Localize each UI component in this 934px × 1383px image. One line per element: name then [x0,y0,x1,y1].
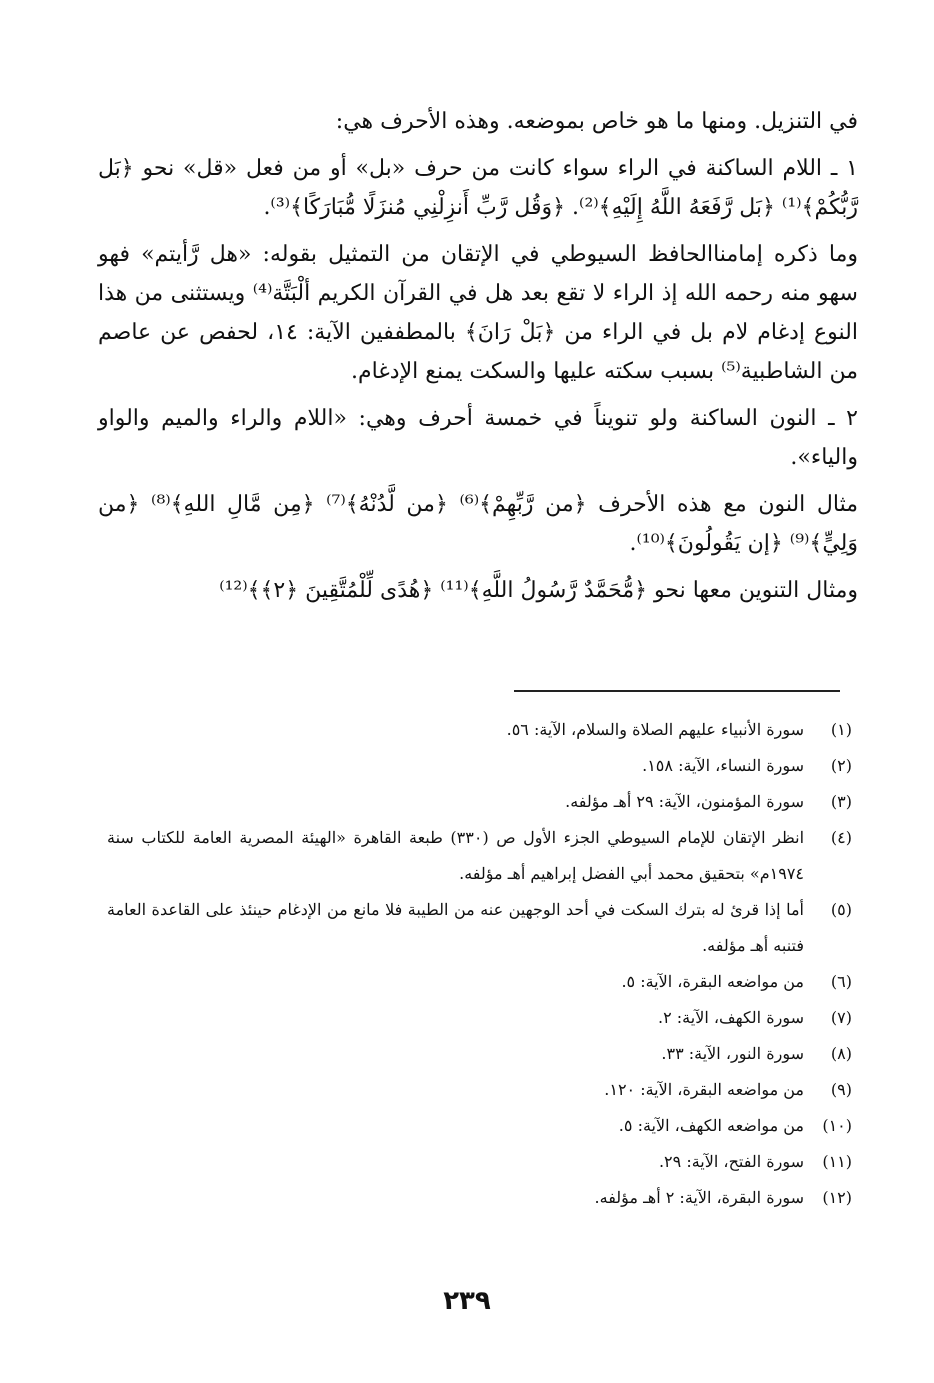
page-number: ٢٣٩ [443,1286,491,1316]
footnote-text: من مواضعه البقرة، الآية: ١٢٠. [604,1080,804,1099]
footnote [107,964,852,1000]
footnote-number: (١١) [822,1152,852,1171]
footnote-number: (١٢) [822,1188,852,1207]
footnote-number: (٣) [830,792,852,811]
footnote-number: (٢) [830,756,852,775]
footnote-number: (١٠) [822,1116,852,1135]
footnote [107,892,852,964]
footnote-text: سورة النساء، الآية: ١٥٨. [642,756,804,775]
paragraph-tanween-examples: ومثال التنوين معها نحو ﴿مُّحَمَّدٌ رَّسُولُ اللَّهِ﴾⁽¹¹⁾ ﴿هُدًى لِّلْمُتَّقِينَ ﴿٢﴾﴾⁽¹²⁾ [219,578,858,603]
paragraph-lam-sakina: ١ ـ اللام الساكنة في الراء سواء كانت من حرف «بل» أو من فعل «قل» نحو ﴿بَل رَّبُّكُمْ﴾⁽¹⁾ ﴿بَل رَّفَعَهُ اللَّهُ إِلَيْهِ﴾⁽²⁾. ﴿وَقُل رَّبِّ أَنزِلْنِي مُنزَلًا مُّبَارَكًا﴾⁽³⁾. [98,156,858,220]
footnote-number: (٨) [830,1044,852,1063]
footnote-number: (٦) [830,972,852,991]
footnote-text: سورة المؤمنون، الآية: ٢٩ أهـ مؤلفه. [565,792,804,811]
footnote-text: سورة النور، الآية: ٣٣. [661,1044,804,1063]
footnote [107,1072,852,1108]
footnotes [107,712,852,1216]
footnote-text: سورة البقرة، الآية: ٢ أهـ مؤلفه. [594,1188,804,1207]
footnote [107,712,852,748]
footnote [107,1036,852,1072]
footnote [107,1144,852,1180]
footnote-number: (٥) [830,900,852,919]
paragraph-nun-examples: مثال النون مع هذه الأحرف ﴿من رَّبِّهِمْ﴾⁽⁶⁾ ﴿من لَّدُنْهُ﴾⁽⁷⁾ ﴿مِن مَّالِ اللهِ﴾⁽⁸⁾ ﴿من وَلِيٍّ﴾⁽⁹⁾ ﴿إن يَقُولُونَ﴾⁽¹⁰⁾. [98,492,858,556]
footnote-number: (٧) [830,1008,852,1027]
footnote [107,1180,852,1216]
footnote-number: (٤) [830,828,852,847]
footnote-text: سورة الأنبياء عليهم الصلاة والسلام، الآية: ٥٦. [506,720,804,739]
footnote-text: سورة الفتح، الآية: ٢٩. [658,1152,804,1171]
footnote [107,820,852,892]
footnote-text: من مواضعه البقرة، الآية: ٥. [621,972,804,991]
footnote-number: (٩) [830,1080,852,1099]
paragraph-continuation: في التنزيل. ومنها ما هو خاص بموضعه. وهذه الأحرف هي: [335,109,858,134]
footnote-number: (١) [830,720,852,739]
footnote-text: سورة الكهف، الآية: ٢. [658,1008,804,1027]
footnote [107,784,852,820]
footnote-text: من مواضعه الكهف، الآية: ٥. [618,1116,804,1135]
footnote-text: انظر الإتقان للإمام السيوطي الجزء الأول ص (٣٣٠) طبعة القاهرة «الهيئة المصرية العامة للكتاب سنة ١٩٧٤م» بتحقيق محمد أبي الفضل إبراهيم أهـ مؤلفه. [107,828,805,883]
footnote [107,1108,852,1144]
footnote-divider [514,690,840,692]
paragraph-suyuti-note: وما ذكره إمامناالحافظ السيوطي في الإتقان من التمثيل بقوله: «هل رَّأيتم» فهو سهو منه رحمه الله إذ الراء لا تقع بعد هل في القرآن الكريم ألْبَتَّة⁽⁴⁾ ويستثنى من هذا النوع إدغام لام بل في الراء من ﴿بَلْ رَانَ﴾ بالمطففين الآية: ١٤، لحفص عن عاصم من الشاطبية⁽⁵⁾ بسبب سكته عليها والسكت يمنع الإدغام. [98,242,858,384]
footnote-text: أما إذا قرئ له بترك السكت في أحد الوجهين عنه من الطيبة فلا مانع من الإدغام حينئذ على القاعدة العامة فتنبه أهـ مؤلفه. [107,900,804,955]
footnote [107,1000,852,1036]
paragraph-nun-sakina: ٢ ـ النون الساكنة ولو تنويناً في خمسة أحرف وهي: «اللام والراء والميم والواو والياء». [98,406,858,470]
main-text [98,102,858,618]
footnote [107,748,852,784]
